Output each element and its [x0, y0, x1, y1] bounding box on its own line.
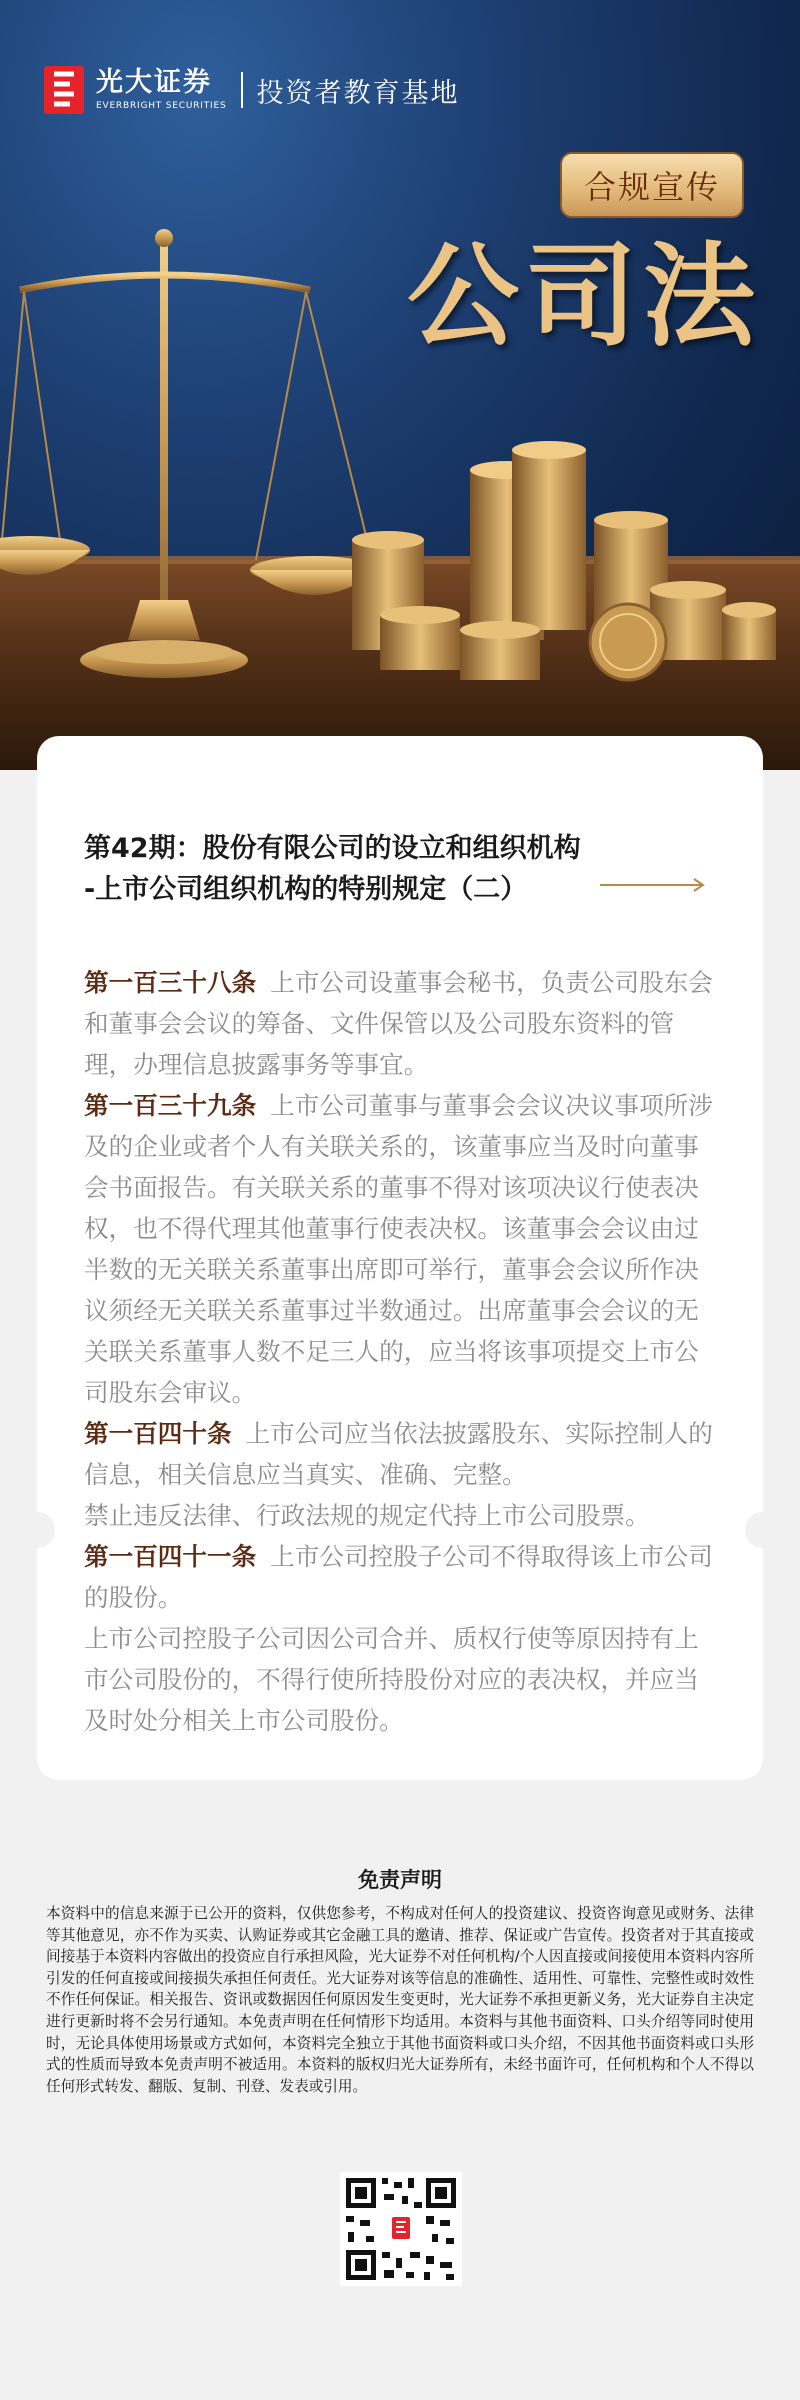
disclaimer-title: 免责声明: [358, 1868, 442, 1892]
clause-number: 第一百四十条: [84, 1419, 232, 1448]
arrow-line-icon: [600, 878, 706, 892]
scale-icon: [0, 229, 378, 678]
clause-paragraph: 上市公司控股子公司因公司合并、质权行使等原因持有上市公司股份的，不得行使所持股份对应的表决权，并应当及时处分相关上市公司股份。: [84, 1624, 699, 1735]
brand-name-cn: 光大证券: [96, 67, 212, 98]
issue-title: 第42期：股份有限公司的设立和组织机构 -上市公司组织机构的特别规定（二）: [84, 833, 581, 905]
brand-logo: [44, 66, 460, 114]
disclaimer-text: 本资料中的信息来源于已公开的资料，仅供您参考，不构成对任何人的投资建议、投资咨询意见或财务、法律等其他意见，亦不作为买卖、认购证券或其它金融工具的邀请、推荐、保证或广告宣传。投资者对于其直接或间接基于本资料内容做出的投资应自行承担风险，光大证券不对任何机构/个人因直接或间接使用本资料内容所引发的任何直接或间接损失承担任何责任。光大证券对该等信息的准确性、适用性、可靠性、完整性或时效性不作任何保证。相关报告、资讯或数据因任何原因发生变更时，光大证券不承担更新义务，光大证券自主决定进行更新时将不会另行通知。本免责声明在任何情形下均适用。本资料与其他书面资料、口头介绍等同时使用时，无论具体使用场景或方式如何，本资料完全独立于其他书面资料或口头介绍，不因其他书面资料或口头形式的性质而导致本免责声明不被适用。本资料的版权归光大证券所有，未经书面许可，任何机构和个人不得以任何形式转发、翻版、复制、刊登、发表或引用。: [46, 1905, 754, 2095]
article-body: [84, 962, 716, 1741]
qr-code-icon: [340, 2172, 462, 2286]
main-title: 公司法: [407, 231, 761, 362]
logo-divider: [241, 72, 243, 108]
clause-number: 第一百四十一条: [84, 1542, 257, 1571]
clause-number: 第一百三十八条: [84, 968, 257, 997]
qr-code[interactable]: [340, 2172, 462, 2286]
brand-name-en: EVERBRIGHT SECURITIES: [96, 101, 227, 111]
hero-banner: [0, 0, 800, 770]
clause-paragraph: 禁止违反法律、行政法规的规定代持上市公司股票。: [84, 1501, 650, 1530]
everbright-logo-icon: [44, 66, 84, 114]
coin-stacks-icon: [352, 441, 776, 680]
card-notch-left: [19, 1512, 55, 1548]
compliance-badge: 合规宣传: [560, 152, 744, 218]
clause-number: 第一百三十九条: [84, 1091, 257, 1120]
card-notch-right: [745, 1512, 781, 1548]
clause-paragraph: 第一百四十条 上市公司应当依法披露股东、实际控制人的信息，相关信息应当真实、准确、完整。: [84, 1419, 713, 1489]
brand-subtitle: 投资者教育基地: [256, 77, 460, 109]
clause-paragraph: 第一百三十九条 上市公司董事与董事会会议决议事项所涉及的企业或者个人有关联关系的，该董事应当及时向董事会书面报告。有关联关系的董事不得对该项决议行使表决权，也不得代理其他董事行使表决权。该董事会会议由过半数的无关联关系董事出席即可举行，董事会会议所作决议须经无关联关系董事过半数通过。出席董事会会议的无关联关系董事人数不足三人的，应当将该事项提交上市公司股东会审议。: [84, 1091, 713, 1407]
clause-paragraph: 第一百三十八条 上市公司设董事会秘书，负责公司股东会和董事会会议的筹备、文件保管以及公司股东资料的管理，办理信息披露事务等事宜。: [84, 968, 713, 1079]
clause-paragraph: 第一百四十一条 上市公司控股子公司不得取得该上市公司的股份。: [84, 1542, 713, 1612]
